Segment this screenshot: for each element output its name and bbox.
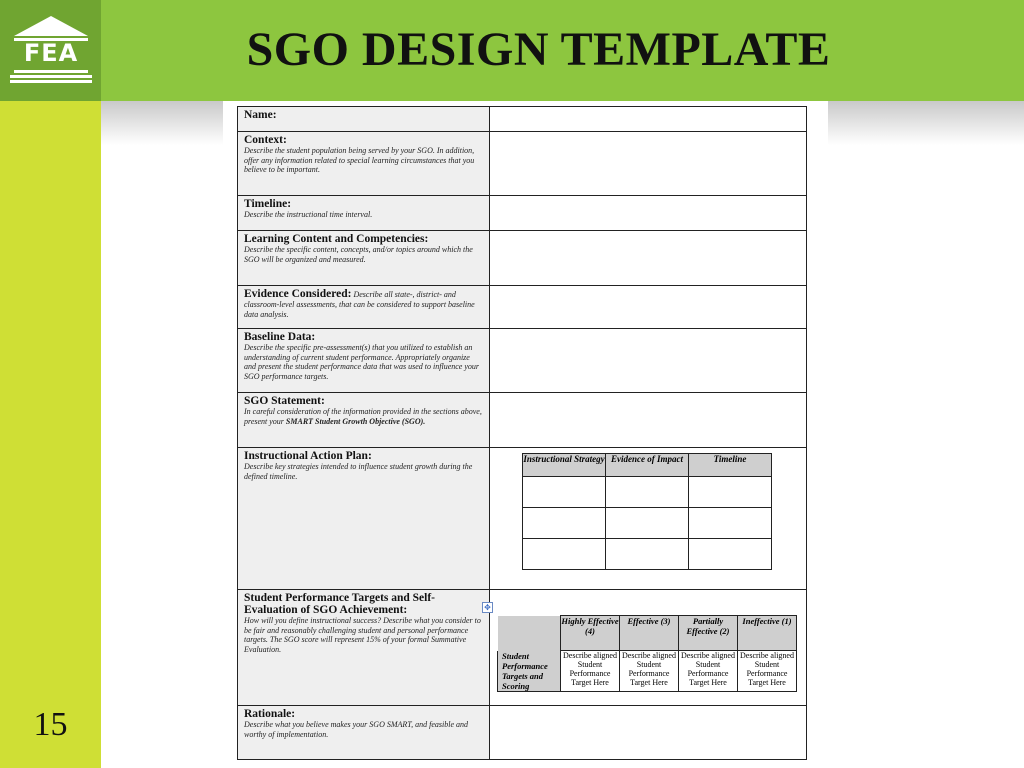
col-effective: Effective (3)	[620, 616, 679, 651]
context-field[interactable]	[490, 132, 806, 195]
col-timeline: Timeline	[689, 454, 772, 477]
targets-desc: How will you define instructional success? Describe what you consider to be fair and reasonably challenging student and personal performance targets. The SGO score will represent 15% of your formal Summative Evaluation.	[244, 616, 481, 654]
col-ineffective: Ineffective (1)	[738, 616, 797, 651]
baseline-row	[238, 329, 806, 393]
sgo-template-form	[237, 106, 807, 760]
baseline-field[interactable]	[490, 329, 806, 392]
logo-text: FEA	[23, 39, 79, 67]
table-cell[interactable]: Describe aligned Student Performance Target Here	[561, 651, 620, 692]
timeline-desc: Describe the instructional time interval.	[244, 210, 373, 219]
table-cell[interactable]: Describe aligned Student Performance Target Here	[738, 651, 797, 692]
targets-label: Student Performance Targets and Self-Evaluation of SGO Achievement:	[244, 592, 436, 616]
col-highly-effective: Highly Effective (4)	[561, 616, 620, 651]
sidebar-band	[0, 101, 101, 768]
rationale-desc: Describe what you believe makes your SGO SMART, and feasible and worthy of implementation.	[244, 720, 469, 739]
rationale-field[interactable]	[490, 706, 806, 759]
sgo-statement-label: SGO Statement:	[244, 395, 325, 407]
context-desc: Describe the student population being served by your SGO. In addition, offer any information related to special learning circumstances that you believe to be important.	[244, 146, 475, 174]
baseline-desc: Describe the specific pre-assessment(s) that you utilized to establish an understanding of current student performance. Appropriately organize and present the student performance data that was used to influence your SGO performance targets.	[244, 343, 480, 381]
table-cell[interactable]	[689, 539, 772, 570]
sgo-statement-desc-bold: SMART Student Growth Objective (SGO).	[285, 416, 426, 426]
table-row	[523, 539, 772, 570]
baseline-label: Baseline Data:	[244, 331, 316, 343]
name-field[interactable]	[490, 107, 806, 131]
timeline-label: Timeline:	[244, 198, 292, 210]
table-cell[interactable]	[523, 508, 606, 539]
name-label: Name:	[244, 109, 277, 121]
learning-desc: Describe the specific content, concepts, and/or topics around which the SGO will be organized and measured.	[244, 245, 473, 264]
performance-targets-table	[497, 615, 797, 692]
learning-row	[238, 231, 806, 286]
table-cell[interactable]	[606, 477, 689, 508]
sgo-statement-row	[238, 393, 806, 448]
name-row	[238, 107, 806, 132]
col-instructional-strategy: Instructional Strategy	[523, 454, 606, 477]
timeline-row	[238, 196, 806, 231]
col-evidence-of-impact: Evidence of Impact	[606, 454, 689, 477]
rationale-label: Rationale:	[244, 708, 296, 720]
sgo-statement-field[interactable]	[490, 393, 806, 447]
shadow-left	[101, 101, 223, 145]
table-cell[interactable]	[523, 539, 606, 570]
learning-label: Learning Content and Competencies:	[244, 233, 429, 245]
table-cell[interactable]	[606, 539, 689, 570]
table-row	[523, 477, 772, 508]
evidence-row	[238, 286, 806, 329]
action-plan-row	[238, 448, 806, 590]
table-row	[498, 651, 797, 692]
table-cell[interactable]: Describe aligned Student Performance Target Here	[620, 651, 679, 692]
action-plan-desc: Describe key strategies intended to influence student growth during the defined timeline.	[244, 462, 473, 481]
learning-field[interactable]	[490, 231, 806, 285]
evidence-label: Evidence Considered:	[244, 288, 352, 300]
sgo-statement-desc: In careful consideration of the information provided in the sections above, present your	[244, 407, 482, 426]
page-title: SGO DESIGN TEMPLATE	[246, 23, 831, 76]
rationale-row	[238, 706, 806, 759]
row-header: Student Performance Targets and Scoring	[498, 651, 561, 692]
table-row	[523, 508, 772, 539]
action-plan-label: Instructional Action Plan:	[244, 450, 372, 462]
context-row	[238, 132, 806, 196]
context-label: Context:	[244, 134, 287, 146]
slide-number: 15	[33, 706, 68, 743]
evidence-field[interactable]	[490, 286, 806, 328]
table-move-handle-icon[interactable]: ✥	[482, 602, 493, 613]
table-cell[interactable]	[606, 508, 689, 539]
col-partially-effective: Partially Effective (2)	[679, 616, 738, 651]
logo	[0, 0, 101, 101]
action-plan-table	[522, 453, 772, 570]
targets-row	[238, 590, 806, 706]
shadow-right	[828, 101, 1024, 145]
table-cell[interactable]	[689, 477, 772, 508]
table-cell[interactable]: Describe aligned Student Performance Target Here	[679, 651, 738, 692]
timeline-field[interactable]	[490, 196, 806, 230]
evidence-desc: Describe all state-, district- and classroom-level assessments, that can be considered to support baseline data analysis.	[244, 290, 475, 319]
table-cell[interactable]	[689, 508, 772, 539]
table-cell[interactable]	[523, 477, 606, 508]
